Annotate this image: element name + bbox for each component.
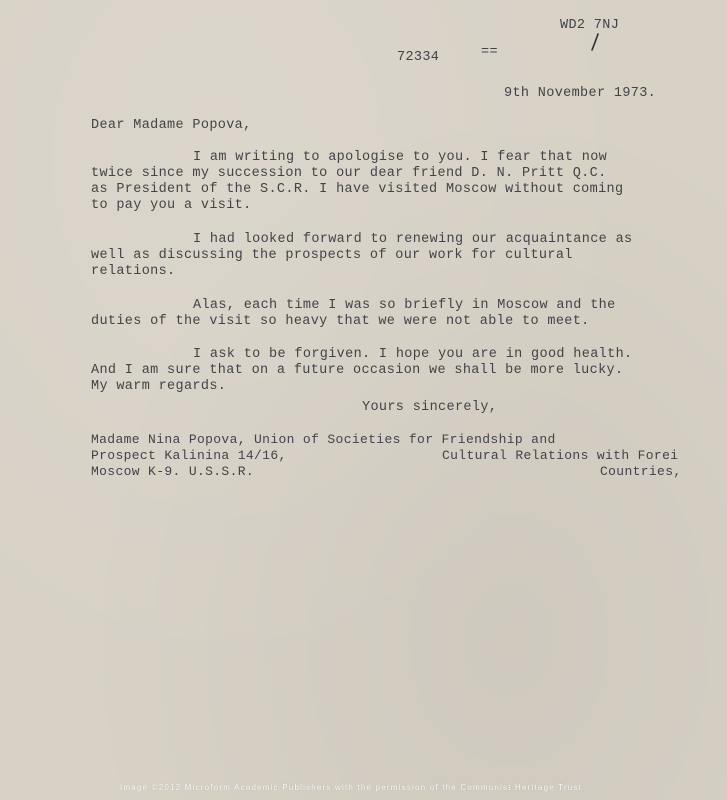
letter-date: 9th November 1973. bbox=[504, 86, 657, 101]
reference-mark: == bbox=[481, 45, 498, 60]
address-right-line-2: Countries, bbox=[600, 464, 682, 479]
paragraph-4-line-2: And I am sure that on a future occasion we shall be more lucky. bbox=[91, 363, 624, 378]
copyright-watermark: Image ©2012 Microform Academic Publishers with the permission of the Communist Heritage Trust bbox=[120, 783, 583, 792]
paragraph-1-line-3: as President of the S.C.R. I have visited Moscow without coming bbox=[91, 182, 624, 197]
handwritten-tick-mark bbox=[588, 32, 606, 52]
closing: Yours sincerely, bbox=[362, 400, 498, 415]
paragraph-1-line-4: to pay you a visit. bbox=[91, 198, 252, 213]
salutation: Dear Madame Popova, bbox=[91, 118, 252, 133]
paragraph-2-line-2: well as discussing the prospects of our work for cultural bbox=[91, 248, 573, 263]
address-line-3: Moscow K-9. U.S.S.R. bbox=[91, 464, 255, 479]
postcode: WD2 7NJ bbox=[560, 18, 620, 33]
address-line-2: Prospect Kalinina 14/16, bbox=[91, 448, 287, 463]
paragraph-1-line-2: twice since my succession to our dear friend D. N. Pritt Q.C. bbox=[91, 166, 607, 181]
paragraph-4-line-3: My warm regards. bbox=[91, 379, 227, 394]
paragraph-1-line-1: I am writing to apologise to you. I fear that now bbox=[193, 150, 608, 165]
address-right-line-1: Cultural Relations with Forei bbox=[442, 448, 679, 463]
paragraph-4-line-1: I ask to be forgiven. I hope you are in good health. bbox=[193, 347, 633, 362]
paragraph-2-line-1: I had looked forward to renewing our acquaintance as bbox=[193, 232, 633, 247]
paragraph-3-line-1: Alas, each time I was so briefly in Moscow and the bbox=[193, 298, 616, 313]
address-line-1: Madame Nina Popova, Union of Societies for Friendship and bbox=[91, 432, 556, 447]
paragraph-2-line-3: relations. bbox=[91, 264, 176, 279]
reference-number: 72334 bbox=[397, 50, 440, 65]
paragraph-3-line-2: duties of the visit so heavy that we were not able to meet. bbox=[91, 314, 590, 329]
